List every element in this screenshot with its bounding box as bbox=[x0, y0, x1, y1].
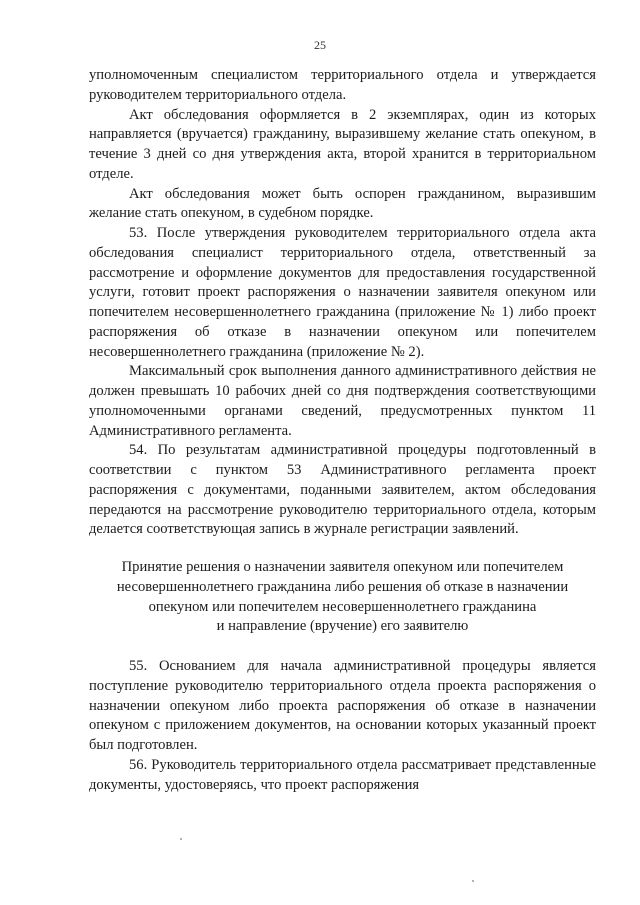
section-heading-line: несовершеннолетнего гражданина либо решения об отказе в назначении bbox=[116, 578, 569, 595]
paragraph-56: 56. Руководитель территориального отдела рассматривает представленные документы, удостоверяясь, что проект распоряжения bbox=[89, 756, 596, 793]
section-heading bbox=[89, 558, 596, 637]
paragraph: Акт обследования оформляется в 2 экземплярах, один из которых направляется (вручается) гражданину, выразившему желание стать опекуном, в течение 3 дней со дня утверждения акта, второй хранится в территориальном отделе. bbox=[89, 106, 596, 182]
paragraph: Максимальный срок выполнения данного административного действия не должен превышать 10 рабочих дней со дня подтверждения соответствующими уполномоченными органами сведений, предусмотренных пунктом 11 Административного регламента. bbox=[89, 363, 596, 439]
paragraph: уполномоченным специалистом территориального отдела и утверждается руководителем территориального отдела. bbox=[89, 67, 596, 103]
paragraph-53: 53. После утверждения руководителем территориального отдела акта обследования специалист территориального отдела, ответственный за рассмотрение и оформление документов для предоставления государственной услуги, готовит проект распоряжения о назначении заявителя опекуном или попечителем несовершеннолетнего гражданина (приложение № 1) либо проект распоряжения об отказе в назначении опекуном или попечителем несовершеннолетнего гражданина (приложение № 2). bbox=[89, 225, 596, 360]
paragraph: Акт обследования может быть оспорен гражданином, выразившим желание стать опекуном, в судебном порядке. bbox=[89, 185, 596, 222]
section-heading-line: опекуном или попечителем несовершеннолетнего гражданина bbox=[148, 598, 537, 615]
paragraph-55: 55. Основанием для начала административной процедуры является поступление руководителю территориального отдела проекта распоряжения о назначении опекуном либо проекта распоряжения об отказе в назначении опекуном с приложением документов, на основании которых указанный проект был подготовлен. bbox=[89, 658, 596, 753]
section-heading-line: и направление (вручение) его заявителю bbox=[216, 618, 469, 635]
document-body bbox=[89, 66, 596, 795]
scan-speck bbox=[472, 880, 474, 882]
section-heading-line: Принятие решения о назначении заявителя опекуном или попечителем bbox=[121, 559, 564, 575]
scan-speck bbox=[180, 838, 182, 840]
paragraph-54: 54. По результатам административной процедуры подготовленный в соответствии с пунктом 53 Административного регламента проект распоряжения с документами, поданными заявителем, актом обследования передаются на рассмотрение руководителю территориального отдела, которым делается соответствующая запись в журнале регистрации заявлений. bbox=[89, 442, 596, 538]
page-number: 25 bbox=[314, 38, 326, 52]
